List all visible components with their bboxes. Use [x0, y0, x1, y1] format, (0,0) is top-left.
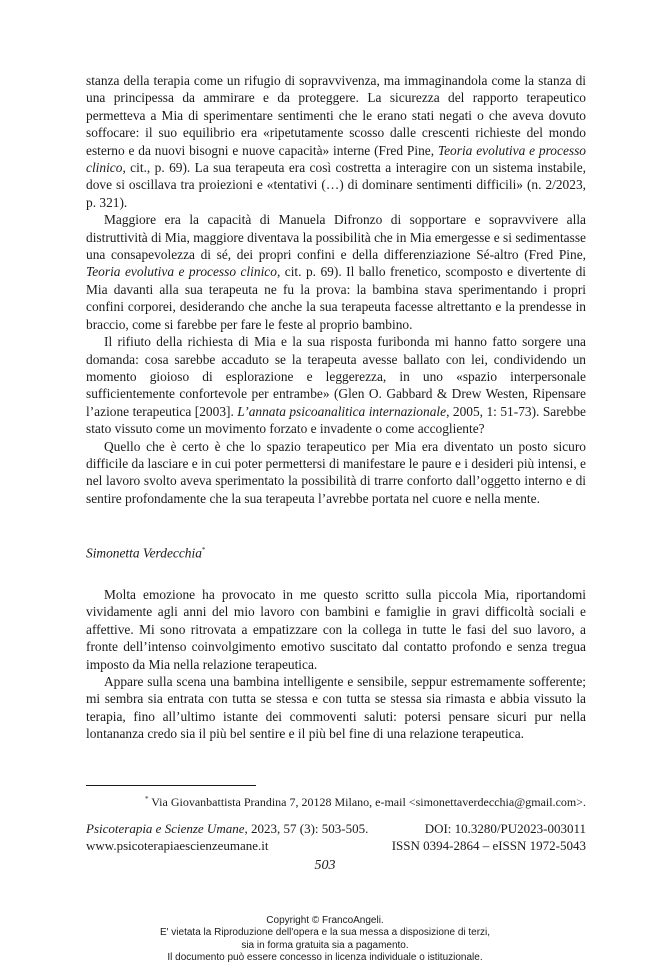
paragraph-1-text: stanza della terapia come un rifugio di sopravvivenza, ma immaginandola come la stanza di una principessa da ammirare e da proteggere. La sicurezza del rapporto terapeutico permetteva a Mia di sperimentare sentimenti che le erano stati negati o che aveva dovuto soffocare: il suo equilibrio era «ripetutamente scosso dalle crescenti richieste del mondo esterno e da nuovi bisogni e nuove capacità» interne (Fred Pine, [86, 73, 586, 158]
footnote-mark: * [144, 795, 149, 803]
article-body [86, 72, 586, 743]
section-gap [86, 507, 586, 542]
paragraph-3-text: Il rifiuto della richiesta di Mia e la sua risposta furibonda mi hanno fatto sorgere una domanda: cosa sarebbe accaduto se la terapeuta avesse ballato con lei, condividendo un momento gioioso di esplorazione e leggerezza, in uno «spazio interpersonale sufficientemente confortevole per entrambe» (Glen O. Gabbard & Drew Westen, Ripensare l’azione terapeutica [2003]. [86, 334, 586, 419]
copyright-line-4: Il documento può essere concesso in licenza individuale o istituzionale. [167, 952, 483, 964]
book-title: Teoria evolutiva e processo clinico [86, 264, 277, 280]
footnote [86, 792, 586, 810]
paragraph-3-end: , 2005, 1: 51-73). Sarebbe stato vissuto come un movimento forzato e invadente o come accogliente? [86, 403, 586, 437]
journal-website-link[interactable]: www.psicoterapiaescienzeumane.it [86, 838, 269, 853]
footnote-divider [86, 785, 256, 786]
paragraph-2 [86, 211, 586, 333]
book-title: Teoria evolutiva e processo clinico [86, 142, 586, 176]
journal-info [86, 820, 586, 854]
paragraph-2-end: , cit. p. 69). Il ballo frenetico, scomposto e divertente di Mia davanti alla sua terapeuta ne fu la prova: la bambina stava sperimentando i propri confini corporei, desiderando che anche la sua terapeuta facesse altrettanto e la prendesse in braccio, come si farebbe per fare le feste al proprio bambino. [86, 264, 586, 332]
paragraph-6: Appare sulla scena una bambina intelligente e sensibile, seppur estremamente sofferente; mi sembra sia entrata con tutta se stessa e con tutta se stessa sia rimasta e abbia vissuto la terapia, fino all’ultimo istante dei commoventi saluti: potersi pensare sicuri pur nella lontananza credo sia il più bel sentire e il più bel fine di una relazione terapeutica. [86, 674, 586, 742]
journal-name: Psicoterapia e Scienze Umane [86, 821, 245, 836]
journal-row-1 [86, 820, 586, 837]
paragraph-1-end: , cit., p. 69). La sua terapeuta era così costretta a interagire con un sistema instabile, dove si oscillava tra proiezioni e «tentativi (…) di dominare sentimenti difficili» (n. 2/2023, p. 321). [86, 160, 586, 210]
doi[interactable]: DOI: 10.3280/PU2023-003011 [424, 821, 586, 836]
author-heading [86, 542, 586, 562]
copyright-line-3: sia in forma gratuita sia a pagamento. [241, 939, 409, 951]
paragraph-5: Molta emozione ha provocato in me questo scritto sulla piccola Mia, riportandomi vividamente agli anni del mio lavoro con bambini e famiglie in gravi difficoltà sociali e affettive. Mi sono ritrovata a empatizzare con la collega in tutte le fasi del suo lavoro, a fronte dell’intenso coinvolgimento emotivo suscitato dal contatto profondo e senza tregua imposto da Mia nella relazione terapeutica. [86, 587, 586, 672]
paragraph-1 [86, 72, 586, 211]
journal-title: L’annata psicoanalitica internazionale [237, 403, 447, 419]
author-name: Simonetta Verdecchia [86, 545, 202, 561]
issn: ISSN 0394-2864 – eISSN 1972-5043 [391, 838, 586, 853]
journal-row-2 [86, 837, 586, 854]
copyright-notice [0, 915, 650, 965]
paragraph-4: Quello che è certo è che lo spazio terapeutico per Mia era diventato un posto sicuro difficile da lasciare e in cui poter permettersi di manifestare le paure e i desideri più intensi, e nel lavoro svolto aveva sperimentato la possibilità di trarre conforto dall’oggetto interno e di sentire profondamente che la sua terapeuta l’avrebbe portata nel cuore e nella mente. [86, 438, 586, 506]
author-gap [86, 562, 586, 586]
page-number: 503 [314, 858, 336, 873]
journal-volume: , 2023, 57 (3): 503-505. [244, 821, 369, 836]
footnote-text: Via Giovanbattista Prandina 7, 20128 Milano, e-mail <simonettaverdecchia@gmail.com>. [148, 795, 586, 809]
footnote-marker: * [201, 546, 206, 555]
paragraph-3 [86, 333, 586, 437]
paragraph-2-text: Maggiore era la capacità di Manuela Difronzo di sopportare e sopravvivere alla distruttività di Mia, maggiore diventava la possibilità che in Mia emergesse e si sedimentasse una consapevolezza di sé, dei propri confini e della differenziazione Sé-altro (Fred Pine, [86, 212, 586, 263]
journal-citation [86, 820, 368, 837]
copyright-line-1: Copyright © FrancoAngeli. [266, 915, 384, 926]
copyright-line-2: E' vietata la Riproduzione dell'opera e la sua messa a disposizione di terzi, [159, 927, 491, 939]
